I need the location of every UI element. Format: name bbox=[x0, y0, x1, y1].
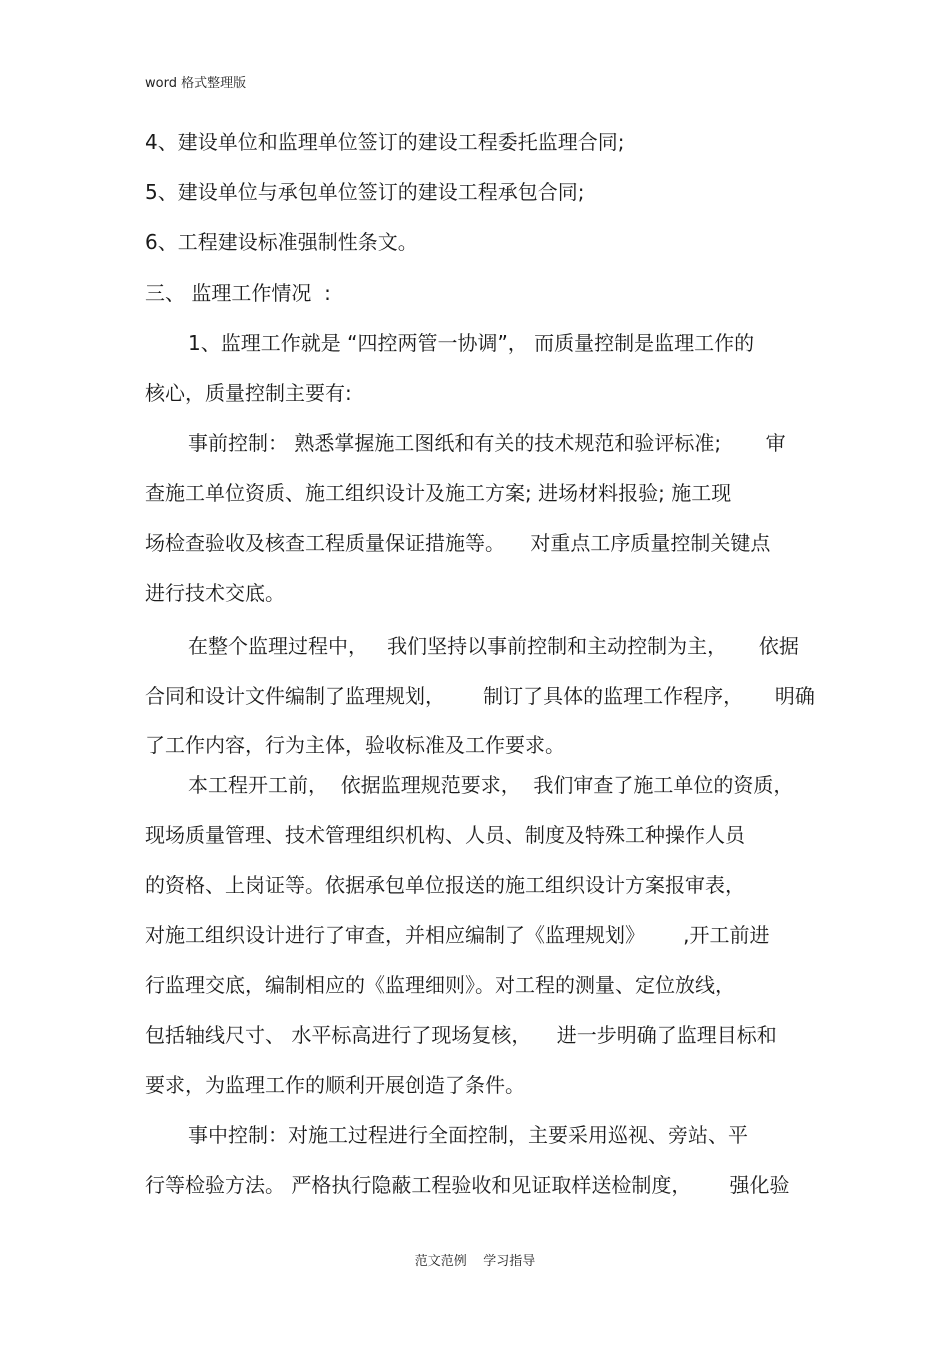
text-line-19: 包括轴线尺寸、 水平标高进行了现场复核， 进一步明确了监理目标和 bbox=[145, 1023, 777, 1047]
section-heading: 三、 监理工作情况 : bbox=[145, 281, 331, 305]
text-line-21: 事中控制：对施工过程进行全面控制，主要采用巡视、旁站、平 bbox=[188, 1123, 748, 1147]
text-line-8: 查施工单位资质、施工组织设计及施工方案; 进场材料报验; 施工现 bbox=[145, 481, 732, 505]
text-line-10: 进行技术交底。 bbox=[145, 581, 285, 605]
text-line-15: 现场质量管理、技术管理组织机构、人员、制度及特殊工种操作人员 bbox=[145, 823, 745, 847]
text-line-12: 合同和设计文件编制了监理规划， 制订了具体的监理工作程序， 明确 bbox=[145, 684, 815, 708]
text-line-3: 6、工程建设标准强制性条文。 bbox=[145, 230, 418, 254]
text-line-17: 对施工组织设计进行了审查，并相应编制了《监理规划》 ,开工前进 bbox=[145, 923, 770, 947]
text-line-20: 要求，为监理工作的顺利开展创造了条件。 bbox=[145, 1073, 525, 1097]
text-line-13: 了工作内容，行为主体，验收标准及工作要求。 bbox=[145, 733, 565, 757]
text-line-18: 行监理交底，编制相应的《监理细则》。对工程的测量、定位放线， bbox=[145, 973, 735, 997]
text-line-9: 场检查验收及核查工程质量保证措施等。 对重点工序质量控制关键点 bbox=[145, 531, 771, 555]
text-line-7: 事前控制： 熟悉掌握施工图纸和有关的技术规范和验评标准; 审 bbox=[188, 431, 786, 455]
text-line-16: 的资格、上岗证等。依据承包单位报送的施工组织设计方案报审表， bbox=[145, 873, 745, 897]
text-line-1: 4、建设单位和监理单位签订的建设工程委托监理合同; bbox=[145, 130, 625, 154]
text-line-2: 5、建设单位与承包单位签订的建设工程承包合同; bbox=[145, 180, 585, 204]
text-line-14: 本工程开工前， 依据监理规范要求， 我们审查了施工单位的资质， bbox=[188, 773, 794, 797]
page-footer: 范文范例 学习指导 bbox=[414, 1254, 536, 1269]
text-line-11: 在整个监理过程中， 我们坚持以事前控制和主动控制为主， 依据 bbox=[188, 634, 799, 658]
text-line-6: 核心，质量控制主要有: bbox=[145, 381, 352, 405]
text-line-22: 行等检验方法。 严格执行隐蔽工程验收和见证取样送检制度， 强化验 bbox=[145, 1173, 790, 1197]
page-header: word 格式整理版 bbox=[145, 76, 247, 91]
text-line-5: 1、监理工作就是 “四控两管一协调”， 而质量控制是监理工作的 bbox=[188, 331, 755, 355]
